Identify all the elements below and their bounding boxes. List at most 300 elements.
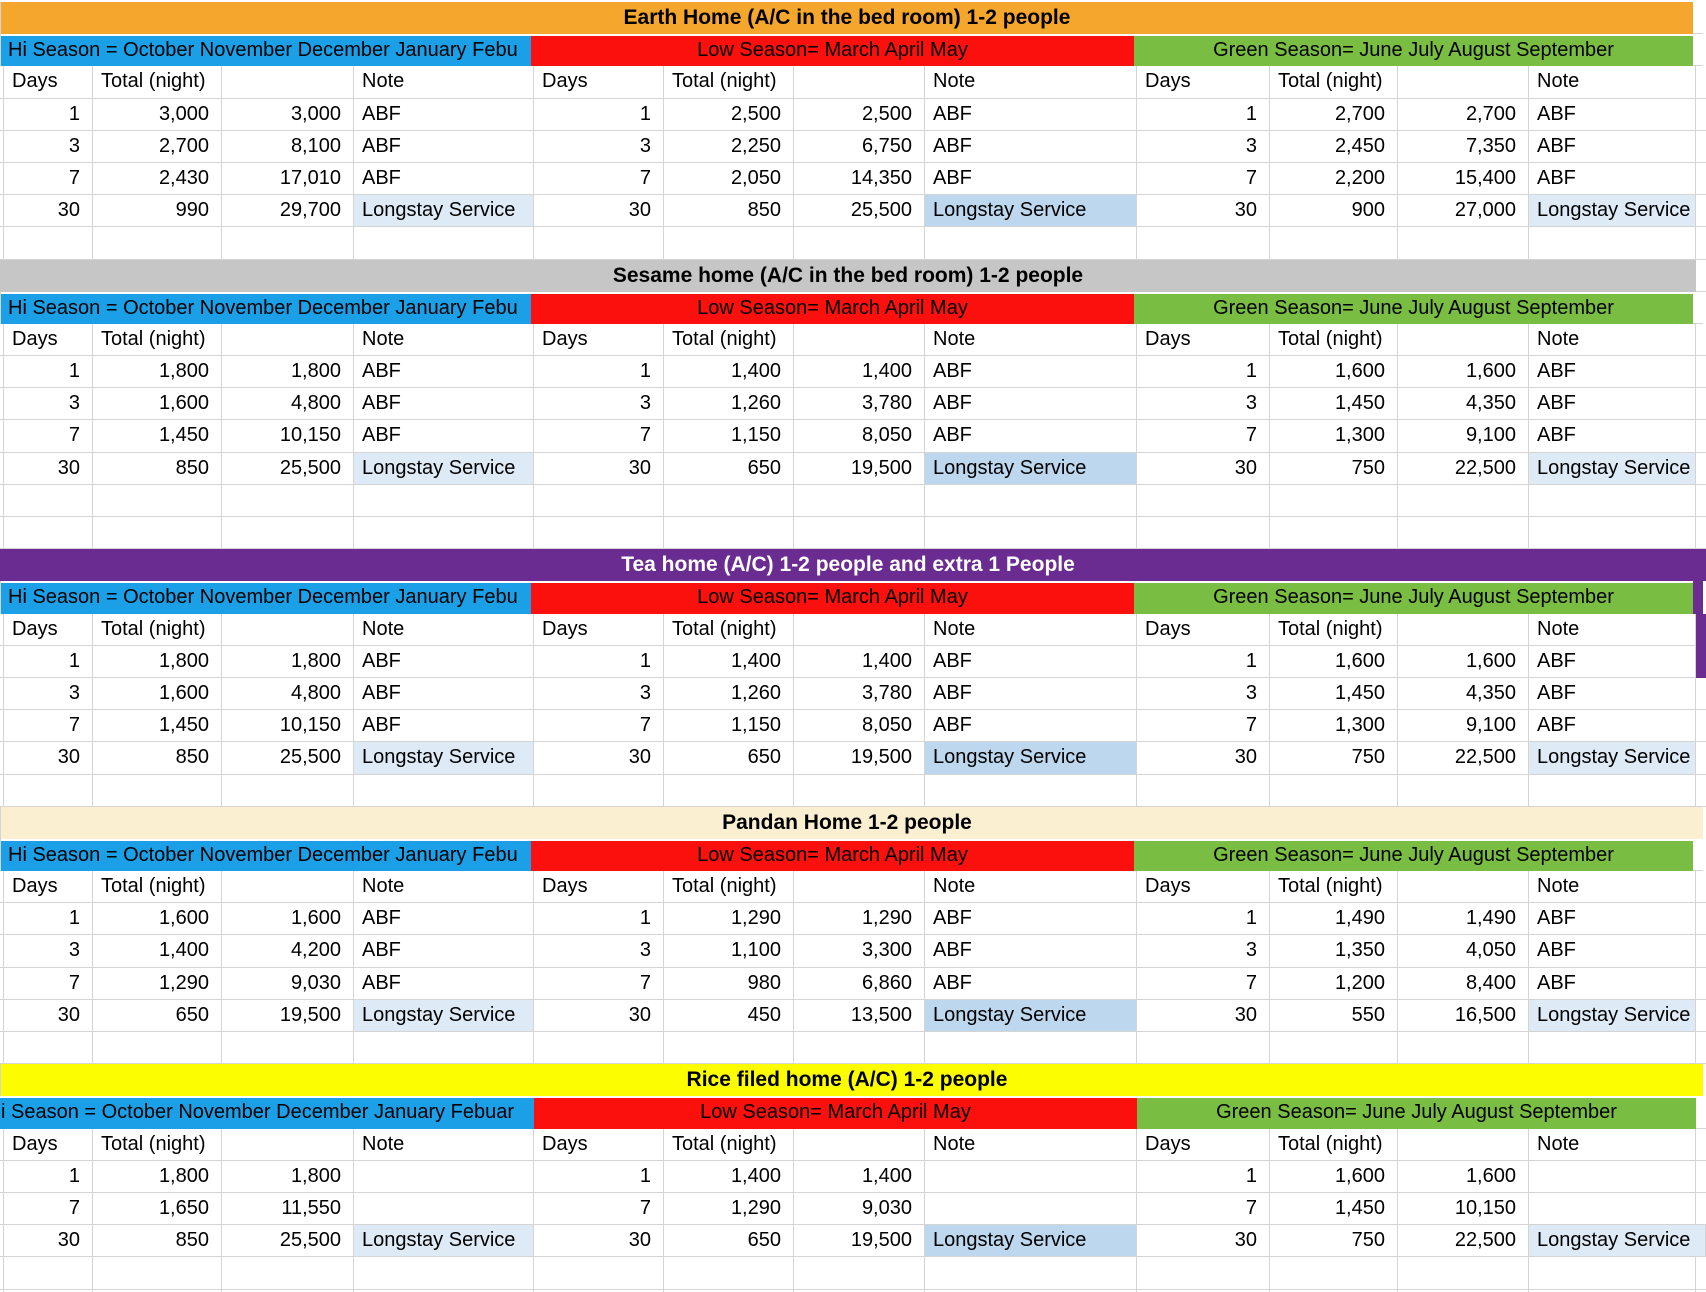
cell-empty[interactable] [1398, 775, 1529, 807]
cell-rate[interactable]: 2,700 [1270, 99, 1398, 131]
cell-days[interactable]: 30 [1137, 742, 1270, 774]
cell-total[interactable]: 1,800 [222, 646, 354, 678]
cell-total[interactable]: 7,350 [1398, 131, 1529, 163]
col-header-empty[interactable] [222, 871, 354, 903]
cell-rate[interactable]: 1,450 [93, 710, 222, 742]
cell-days[interactable]: 7 [534, 1193, 664, 1225]
cell-total[interactable]: 4,800 [222, 388, 354, 420]
cell-note[interactable]: ABF [354, 420, 534, 452]
cell-note[interactable]: Longstay Service [354, 1000, 534, 1032]
cell-rate[interactable]: 850 [93, 1225, 222, 1257]
season-header-green[interactable]: Green Season= June July August September [1134, 581, 1693, 613]
cell-empty[interactable] [1398, 227, 1529, 259]
col-header-days[interactable]: Days [1137, 324, 1270, 356]
cell-total[interactable]: 13,500 [794, 1000, 925, 1032]
col-header-days[interactable]: Days [1137, 614, 1270, 646]
col-header-total[interactable]: Total (night) [664, 871, 794, 903]
season-header-green[interactable]: Green Season= June July August September [1134, 292, 1693, 324]
cell-days[interactable]: 7 [4, 1193, 93, 1225]
cell-days[interactable]: 30 [4, 453, 93, 485]
cell-rate[interactable]: 1,450 [1270, 678, 1398, 710]
cell-empty[interactable] [222, 485, 354, 517]
cell-total[interactable]: 15,400 [1398, 163, 1529, 195]
cell-total[interactable]: 4,350 [1398, 678, 1529, 710]
cell-empty[interactable] [1137, 775, 1270, 807]
col-header-days[interactable]: Days [4, 66, 93, 98]
cell-empty[interactable] [1270, 227, 1398, 259]
cell-rate[interactable]: 990 [93, 195, 222, 227]
col-header-note[interactable]: Note [925, 66, 1137, 98]
season-header-green[interactable]: Green Season= June July August September [1137, 1096, 1696, 1128]
cell-rate[interactable]: 980 [664, 968, 794, 1000]
cell-empty[interactable] [664, 775, 794, 807]
cell-empty[interactable] [4, 485, 93, 517]
cell-total[interactable]: 25,500 [794, 195, 925, 227]
cell-note[interactable]: ABF [1529, 903, 1696, 935]
cell-note[interactable]: ABF [1529, 99, 1696, 131]
season-header-green[interactable]: Green Season= June July August September [1134, 839, 1693, 871]
cell-empty[interactable] [93, 1032, 222, 1064]
cell-days[interactable]: 30 [534, 453, 664, 485]
cell-days[interactable]: 1 [1137, 903, 1270, 935]
cell-rate[interactable]: 2,050 [664, 163, 794, 195]
cell-days[interactable]: 7 [534, 163, 664, 195]
col-header-note[interactable]: Note [354, 871, 534, 903]
cell-days[interactable]: 7 [1137, 1193, 1270, 1225]
col-header-note[interactable]: Note [354, 66, 534, 98]
cell-total[interactable]: 9,100 [1398, 420, 1529, 452]
cell-note[interactable]: ABF [354, 678, 534, 710]
cell-empty[interactable] [1398, 485, 1529, 517]
cell-empty[interactable] [794, 227, 925, 259]
cell-note[interactable] [925, 1161, 1137, 1193]
cell-total[interactable]: 6,860 [794, 968, 925, 1000]
cell-note[interactable]: Longstay Service [354, 195, 534, 227]
cell-total[interactable]: 22,500 [1398, 1225, 1529, 1257]
cell-days[interactable]: 3 [1137, 678, 1270, 710]
cell-rate[interactable]: 900 [1270, 195, 1398, 227]
col-header-total[interactable]: Total (night) [93, 614, 222, 646]
cell-days[interactable]: 3 [4, 388, 93, 420]
cell-rate[interactable]: 1,450 [1270, 1193, 1398, 1225]
col-header-note[interactable]: Note [1529, 66, 1696, 98]
cell-rate[interactable]: 1,150 [664, 710, 794, 742]
cell-note[interactable]: ABF [925, 131, 1137, 163]
cell-total[interactable]: 6,750 [794, 131, 925, 163]
cell-total[interactable]: 10,150 [222, 710, 354, 742]
col-header-days[interactable]: Days [4, 871, 93, 903]
cell-total[interactable]: 3,780 [794, 388, 925, 420]
cell-total[interactable]: 19,500 [794, 1225, 925, 1257]
cell-days[interactable]: 1 [4, 99, 93, 131]
cell-rate[interactable]: 1,400 [664, 356, 794, 388]
cell-days[interactable]: 7 [1137, 968, 1270, 1000]
cell-empty[interactable] [664, 485, 794, 517]
cell-rate[interactable]: 850 [93, 742, 222, 774]
cell-empty[interactable] [534, 485, 664, 517]
cell-empty[interactable] [1137, 1257, 1270, 1289]
cell-total[interactable]: 4,800 [222, 678, 354, 710]
cell-note[interactable]: Longstay Service [354, 453, 534, 485]
cell-total[interactable]: 1,800 [222, 1161, 354, 1193]
col-header-note[interactable]: Note [354, 614, 534, 646]
cell-note[interactable] [354, 1161, 534, 1193]
cell-empty[interactable] [1270, 1032, 1398, 1064]
cell-total[interactable]: 19,500 [794, 453, 925, 485]
col-header-total[interactable]: Total (night) [1270, 1129, 1398, 1161]
cell-note[interactable]: ABF [354, 163, 534, 195]
cell-total[interactable]: 8,050 [794, 420, 925, 452]
cell-note[interactable]: ABF [1529, 356, 1696, 388]
cell-total[interactable]: 14,350 [794, 163, 925, 195]
cell-empty[interactable] [222, 775, 354, 807]
cell-rate[interactable]: 1,350 [1270, 935, 1398, 967]
cell-total[interactable]: 8,400 [1398, 968, 1529, 1000]
cell-rate[interactable]: 1,600 [93, 678, 222, 710]
cell-note[interactable]: ABF [354, 935, 534, 967]
col-header-empty[interactable] [222, 614, 354, 646]
cell-empty[interactable] [1270, 517, 1398, 549]
cell-rate[interactable]: 450 [664, 1000, 794, 1032]
cell-note[interactable]: ABF [354, 388, 534, 420]
cell-total[interactable]: 3,000 [222, 99, 354, 131]
cell-total[interactable]: 4,200 [222, 935, 354, 967]
cell-note[interactable]: Longstay Service [925, 1000, 1137, 1032]
cell-days[interactable]: 3 [4, 678, 93, 710]
cell-days[interactable]: 7 [1137, 420, 1270, 452]
cell-note[interactable]: ABF [354, 646, 534, 678]
col-header-days[interactable]: Days [4, 324, 93, 356]
cell-days[interactable]: 3 [534, 131, 664, 163]
col-header-total[interactable]: Total (night) [1270, 66, 1398, 98]
cell-total[interactable]: 11,550 [222, 1193, 354, 1225]
col-header-total[interactable]: Total (night) [664, 1129, 794, 1161]
cell-empty[interactable] [1529, 485, 1696, 517]
cell-empty[interactable] [925, 775, 1137, 807]
cell-empty[interactable] [925, 227, 1137, 259]
cell-total[interactable]: 1,600 [1398, 646, 1529, 678]
cell-note[interactable]: Longstay Service [1529, 1225, 1706, 1257]
cell-days[interactable]: 1 [534, 356, 664, 388]
cell-rate[interactable]: 1,400 [664, 646, 794, 678]
cell-total[interactable]: 19,500 [222, 1000, 354, 1032]
cell-total[interactable]: 2,500 [794, 99, 925, 131]
cell-note[interactable]: ABF [925, 968, 1137, 1000]
cell-rate[interactable]: 1,600 [93, 903, 222, 935]
col-header-note[interactable]: Note [925, 614, 1137, 646]
section-title-rice[interactable]: Rice filed home (A/C) 1-2 people [1, 1064, 1703, 1096]
cell-total[interactable]: 1,490 [1398, 903, 1529, 935]
cell-empty[interactable] [93, 517, 222, 549]
cell-empty[interactable] [1137, 485, 1270, 517]
cell-empty[interactable] [534, 227, 664, 259]
cell-empty[interactable] [4, 517, 93, 549]
cell-empty[interactable] [1529, 1032, 1696, 1064]
cell-empty[interactable] [1529, 517, 1696, 549]
col-header-note[interactable]: Note [925, 1129, 1137, 1161]
cell-days[interactable]: 1 [534, 99, 664, 131]
cell-days[interactable]: 7 [534, 710, 664, 742]
cell-note[interactable]: ABF [925, 935, 1137, 967]
cell-days[interactable]: 3 [4, 935, 93, 967]
col-header-days[interactable]: Days [1137, 1129, 1270, 1161]
cell-note[interactable] [354, 1193, 534, 1225]
cell-note[interactable]: ABF [925, 646, 1137, 678]
cell-empty[interactable] [1270, 1257, 1398, 1289]
cell-days[interactable]: 30 [534, 1225, 664, 1257]
cell-empty[interactable] [1398, 1257, 1529, 1289]
cell-days[interactable]: 1 [4, 903, 93, 935]
cell-note[interactable]: ABF [354, 131, 534, 163]
cell-days[interactable]: 7 [1137, 163, 1270, 195]
cell-rate[interactable]: 2,200 [1270, 163, 1398, 195]
cell-rate[interactable]: 1,260 [664, 388, 794, 420]
cell-empty[interactable] [534, 1257, 664, 1289]
cell-days[interactable]: 7 [4, 710, 93, 742]
cell-total[interactable]: 1,400 [794, 1161, 925, 1193]
cell-empty[interactable] [534, 517, 664, 549]
cell-total[interactable]: 1,400 [794, 646, 925, 678]
col-header-empty[interactable] [1398, 871, 1529, 903]
cell-note[interactable]: Longstay Service [925, 1225, 1137, 1257]
cell-days[interactable]: 1 [4, 646, 93, 678]
cell-total[interactable]: 1,600 [222, 903, 354, 935]
cell-rate[interactable]: 650 [664, 1225, 794, 1257]
cell-total[interactable]: 4,350 [1398, 388, 1529, 420]
cell-empty[interactable] [93, 227, 222, 259]
cell-days[interactable]: 1 [534, 1161, 664, 1193]
col-header-total[interactable]: Total (night) [1270, 871, 1398, 903]
cell-empty[interactable] [354, 517, 534, 549]
col-header-days[interactable]: Days [4, 614, 93, 646]
cell-note[interactable]: ABF [1529, 131, 1696, 163]
cell-total[interactable]: 1,600 [1398, 356, 1529, 388]
cell-days[interactable]: 7 [1137, 710, 1270, 742]
cell-total[interactable]: 19,500 [794, 742, 925, 774]
cell-rate[interactable]: 650 [93, 1000, 222, 1032]
cell-total[interactable]: 9,030 [794, 1193, 925, 1225]
cell-note[interactable]: ABF [1529, 678, 1696, 710]
cell-note[interactable]: Longstay Service [925, 195, 1137, 227]
cell-days[interactable]: 7 [534, 968, 664, 1000]
col-header-empty[interactable] [1398, 66, 1529, 98]
cell-rate[interactable]: 750 [1270, 453, 1398, 485]
cell-empty[interactable] [4, 227, 93, 259]
season-header-hi[interactable]: Hi Season = October November December January Febu [1, 581, 531, 613]
cell-note[interactable]: ABF [1529, 163, 1696, 195]
cell-rate[interactable]: 650 [664, 742, 794, 774]
col-header-empty[interactable] [222, 324, 354, 356]
cell-empty[interactable] [925, 1032, 1137, 1064]
col-header-note[interactable]: Note [1529, 614, 1696, 646]
col-header-days[interactable]: Days [534, 1129, 664, 1161]
cell-empty[interactable] [925, 485, 1137, 517]
cell-note[interactable]: ABF [1529, 935, 1696, 967]
section-title-pandan[interactable]: Pandan Home 1-2 people [1, 807, 1703, 839]
cell-note[interactable]: Longstay Service [1529, 453, 1696, 485]
cell-days[interactable]: 1 [1137, 1161, 1270, 1193]
cell-note[interactable]: Longstay Service [1529, 1000, 1696, 1032]
col-header-empty[interactable] [1398, 1129, 1529, 1161]
cell-total[interactable]: 1,600 [1398, 1161, 1529, 1193]
col-header-empty[interactable] [1398, 614, 1529, 646]
cell-rate[interactable]: 1,450 [93, 420, 222, 452]
cell-empty[interactable] [4, 1257, 93, 1289]
cell-empty[interactable] [222, 1257, 354, 1289]
cell-empty[interactable] [664, 1257, 794, 1289]
cell-days[interactable]: 1 [1137, 646, 1270, 678]
cell-total[interactable]: 29,700 [222, 195, 354, 227]
cell-note[interactable] [1529, 1193, 1696, 1225]
cell-rate[interactable]: 750 [1270, 1225, 1398, 1257]
cell-empty[interactable] [925, 517, 1137, 549]
cell-note[interactable]: ABF [925, 163, 1137, 195]
cell-note[interactable]: ABF [925, 710, 1137, 742]
col-header-empty[interactable] [1398, 324, 1529, 356]
cell-total[interactable]: 16,500 [1398, 1000, 1529, 1032]
section-title-tea[interactable]: Tea home (A/C) 1-2 people and extra 1 People [0, 549, 1696, 581]
cell-days[interactable]: 7 [534, 420, 664, 452]
cell-note[interactable]: ABF [354, 99, 534, 131]
season-header-low[interactable]: Low Season= March April May [534, 1096, 1137, 1128]
cell-empty[interactable] [1137, 227, 1270, 259]
cell-empty[interactable] [93, 775, 222, 807]
cell-rate[interactable]: 1,100 [664, 935, 794, 967]
col-header-empty[interactable] [794, 1129, 925, 1161]
cell-days[interactable]: 30 [4, 1000, 93, 1032]
cell-rate[interactable]: 850 [664, 195, 794, 227]
col-header-note[interactable]: Note [1529, 871, 1696, 903]
cell-rate[interactable]: 1,450 [1270, 388, 1398, 420]
cell-total[interactable]: 9,100 [1398, 710, 1529, 742]
col-header-note[interactable]: Note [354, 324, 534, 356]
cell-empty[interactable] [1398, 1032, 1529, 1064]
cell-empty[interactable] [4, 1032, 93, 1064]
cell-note[interactable]: ABF [354, 968, 534, 1000]
cell-total[interactable]: 25,500 [222, 1225, 354, 1257]
season-header-hi[interactable]: Hi Season = October November December January Febu [1, 292, 531, 324]
cell-days[interactable]: 1 [1137, 99, 1270, 131]
cell-days[interactable]: 1 [534, 903, 664, 935]
section-title-earth[interactable]: Earth Home (A/C in the bed room) 1-2 people [1, 2, 1693, 34]
cell-note[interactable]: ABF [925, 356, 1137, 388]
cell-note[interactable]: Longstay Service [1529, 195, 1696, 227]
season-header-low[interactable]: Low Season= March April May [531, 292, 1134, 324]
cell-empty[interactable] [354, 1257, 534, 1289]
cell-rate[interactable]: 1,600 [1270, 646, 1398, 678]
cell-empty[interactable] [664, 517, 794, 549]
cell-total[interactable]: 17,010 [222, 163, 354, 195]
cell-rate[interactable]: 1,300 [1270, 420, 1398, 452]
cell-days[interactable]: 3 [534, 935, 664, 967]
col-header-note[interactable]: Note [354, 1129, 534, 1161]
cell-empty[interactable] [93, 485, 222, 517]
col-header-note[interactable]: Note [1529, 1129, 1696, 1161]
cell-note[interactable]: Longstay Service [354, 1225, 534, 1257]
cell-total[interactable]: 8,050 [794, 710, 925, 742]
cell-total[interactable]: 27,000 [1398, 195, 1529, 227]
season-header-hi[interactable]: Hi Season = October November December January Febu [1, 839, 531, 871]
col-header-empty[interactable] [794, 66, 925, 98]
cell-rate[interactable]: 1,300 [1270, 710, 1398, 742]
cell-days[interactable]: 3 [534, 388, 664, 420]
cell-total[interactable]: 9,030 [222, 968, 354, 1000]
cell-days[interactable]: 30 [534, 195, 664, 227]
cell-rate[interactable]: 1,200 [1270, 968, 1398, 1000]
cell-empty[interactable] [1529, 775, 1696, 807]
cell-total[interactable]: 3,780 [794, 678, 925, 710]
col-header-total[interactable]: Total (night) [664, 614, 794, 646]
col-header-empty[interactable] [794, 614, 925, 646]
cell-empty[interactable] [794, 517, 925, 549]
col-header-total[interactable]: Total (night) [93, 324, 222, 356]
cell-rate[interactable]: 1,800 [93, 646, 222, 678]
cell-total[interactable]: 22,500 [1398, 453, 1529, 485]
col-header-days[interactable]: Days [4, 1129, 93, 1161]
col-header-days[interactable]: Days [534, 324, 664, 356]
cell-empty[interactable] [664, 1032, 794, 1064]
cell-rate[interactable]: 1,150 [664, 420, 794, 452]
cell-note[interactable]: ABF [1529, 388, 1696, 420]
cell-rate[interactable]: 2,250 [664, 131, 794, 163]
cell-note[interactable]: ABF [354, 710, 534, 742]
season-header-green[interactable]: Green Season= June July August September [1134, 34, 1693, 66]
col-header-total[interactable]: Total (night) [93, 871, 222, 903]
cell-total[interactable]: 1,800 [222, 356, 354, 388]
cell-days[interactable]: 30 [1137, 1225, 1270, 1257]
cell-total[interactable]: 1,400 [794, 356, 925, 388]
cell-rate[interactable]: 1,600 [1270, 356, 1398, 388]
col-header-empty[interactable] [222, 66, 354, 98]
cell-days[interactable]: 3 [1137, 388, 1270, 420]
cell-total[interactable]: 2,700 [1398, 99, 1529, 131]
col-header-days[interactable]: Days [1137, 871, 1270, 903]
col-header-total[interactable]: Total (night) [664, 66, 794, 98]
cell-total[interactable]: 25,500 [222, 742, 354, 774]
cell-rate[interactable]: 1,600 [1270, 1161, 1398, 1193]
cell-rate[interactable]: 1,490 [1270, 903, 1398, 935]
cell-note[interactable]: Longstay Service [925, 742, 1137, 774]
cell-total[interactable]: 3,300 [794, 935, 925, 967]
cell-days[interactable]: 7 [4, 420, 93, 452]
col-header-empty[interactable] [794, 324, 925, 356]
cell-empty[interactable] [1398, 517, 1529, 549]
cell-days[interactable]: 3 [1137, 935, 1270, 967]
season-header-hi[interactable]: Hi Season = October November December January Febu [1, 34, 531, 66]
cell-days[interactable]: 30 [534, 742, 664, 774]
cell-days[interactable]: 7 [4, 968, 93, 1000]
cell-rate[interactable]: 550 [1270, 1000, 1398, 1032]
cell-rate[interactable]: 650 [664, 453, 794, 485]
col-header-days[interactable]: Days [534, 66, 664, 98]
cell-rate[interactable]: 1,290 [664, 903, 794, 935]
cell-rate[interactable]: 2,500 [664, 99, 794, 131]
col-header-total[interactable]: Total (night) [1270, 614, 1398, 646]
cell-empty[interactable] [354, 1032, 534, 1064]
col-header-note[interactable]: Note [1529, 324, 1696, 356]
cell-note[interactable]: ABF [354, 356, 534, 388]
cell-rate[interactable]: 1,400 [93, 935, 222, 967]
cell-note[interactable]: Longstay Service [925, 453, 1137, 485]
cell-days[interactable]: 1 [1137, 356, 1270, 388]
cell-total[interactable]: 4,050 [1398, 935, 1529, 967]
cell-total[interactable]: 8,100 [222, 131, 354, 163]
cell-rate[interactable]: 2,450 [1270, 131, 1398, 163]
cell-empty[interactable] [222, 227, 354, 259]
cell-note[interactable]: ABF [1529, 710, 1696, 742]
cell-note[interactable]: Longstay Service [1529, 742, 1696, 774]
cell-empty[interactable] [354, 485, 534, 517]
